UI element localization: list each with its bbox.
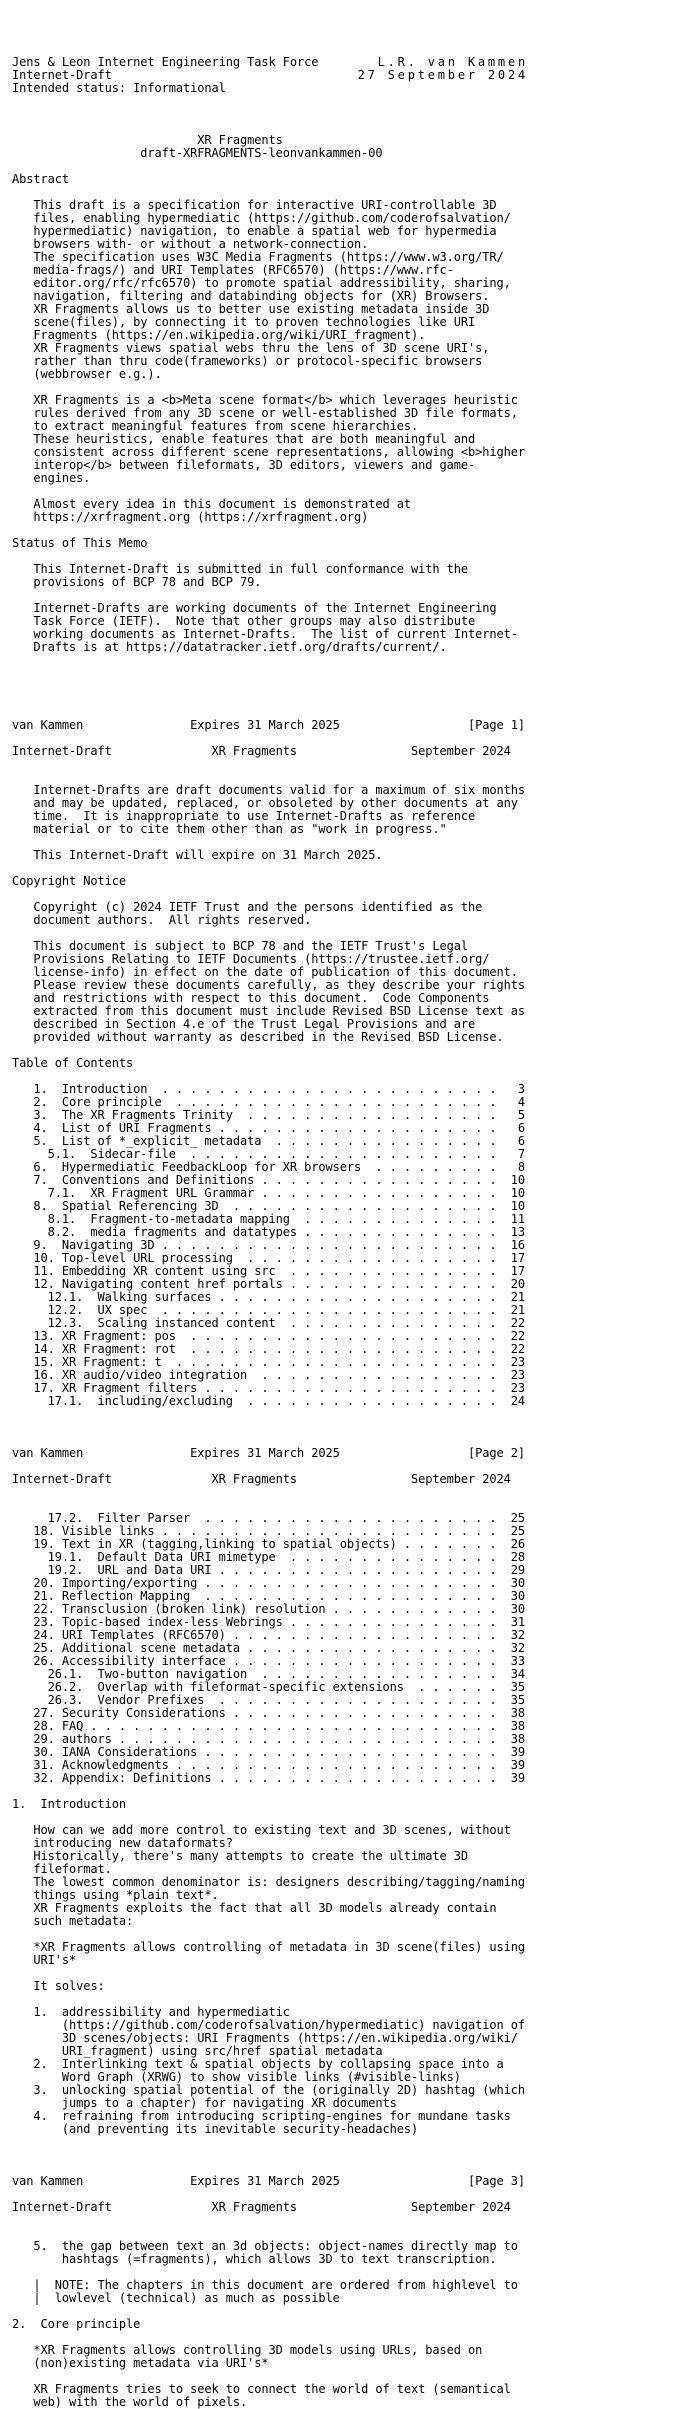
text-line: material or to cite them other than as "work in progress." xyxy=(12,822,447,836)
text-line: Almost every idea in this document is demonstrated at xyxy=(12,497,411,511)
text-line: 12.3. Scaling instanced content . . . . . . . . . . . . . . . 22 xyxy=(12,1316,525,1330)
text-line: 4. refraining from introducing scripting-engines for mundane tasks xyxy=(12,2109,511,2123)
text-line: The specification uses W3C Media Fragments (https://www.w3.org/TR/ xyxy=(12,250,504,264)
text-line: 26.1. Two-button navigation . . . . . . . . . . . . . . . . . 34 xyxy=(12,1667,525,1681)
text-line: extracted from this document must include Revised BSD License text as xyxy=(12,1004,525,1018)
text-line: URI's* xyxy=(12,1953,77,1967)
text-line: files, enabling hypermediatic (https://github.com/coderofsalvation/ xyxy=(12,211,511,225)
text-line: 27. Security Considerations . . . . . . . . . . . . . . . . . . . 38 xyxy=(12,1706,525,1720)
text-line: 5. the gap between text an 3d objects: object-names directly map to xyxy=(12,2239,518,2253)
text-line: 15. XR Fragment: t . . . . . . . . . . . . . . . . . . . . . . . 23 xyxy=(12,1355,525,1369)
text-line: 3. unlocking spatial potential of the (originally 2D) hashtag (which xyxy=(12,2083,525,2097)
text-line: 26.2. Overlap with fileformat-specific extensions . . . . . . 35 xyxy=(12,1680,525,1694)
text-line: Historically, there's many attempts to create the ultimate 3D xyxy=(12,1849,468,1863)
text-line: 3. The XR Fragments Trinity . . . . . . . . . . . . . . . . . . 5 xyxy=(12,1108,525,1122)
text-line: This Internet-Draft will expire on 31 March 2025. xyxy=(12,848,383,862)
text-line: and restrictions with respect to this document. Code Components xyxy=(12,991,490,1005)
text-line: 25. Additional scene metadata . . . . . . . . . . . . . . . . . . 32 xyxy=(12,1641,525,1655)
text-line: 14. XR Fragment: rot . . . . . . . . . . . . . . . . . . . . . . 22 xyxy=(12,1342,525,1356)
text-line: 2. Interlinking text & spatial objects by collapsing space into a xyxy=(12,2057,504,2071)
text-line xyxy=(12,108,525,121)
text-line: 2. Core principle . . . . . . . . . . . . . . . . . . . . . . . 4 xyxy=(12,1095,525,1109)
text-line: (webbrowser e.g.). xyxy=(12,367,162,381)
text-line: 12.1. Walking surfaces . . . . . . . . . . . . . . . . . . . . 21 xyxy=(12,1290,525,1304)
text-line: Task Force (IETF). Note that other groups may also distribute xyxy=(12,614,476,628)
text-line: 4. List of URI Fragments . . . . . . . . . . . . . . . . . . . . 6 xyxy=(12,1121,525,1135)
text-line: web) with the world of pixels. xyxy=(12,2395,248,2409)
text-line: working documents as Internet-Drafts. The list of current Internet- xyxy=(12,627,518,641)
text-line: introducing new dataformats? xyxy=(12,1836,233,1850)
text-line: *XR Fragments allows controlling of metadata in 3D scene(files) using xyxy=(12,1940,525,1954)
text-line: 30. IANA Considerations . . . . . . . . . . . . . . . . . . . . . 39 xyxy=(12,1745,525,1759)
text-line: Copyright (c) 2024 IETF Trust and the persons identified as the xyxy=(12,900,483,914)
text-line: XR Fragments is a <b>Meta scene format</b> which leverages heuristic xyxy=(12,393,518,407)
text-line: 23. Topic-based index-less Webrings . . . . . . . . . . . . . . . 31 xyxy=(12,1615,525,1629)
text-line: provided without warranty as described in the Revised BSD License. xyxy=(12,1030,504,1044)
text-line: (and preventing its inevitable security-headaches) xyxy=(12,2122,419,2136)
text-line: 13. XR Fragment: pos . . . . . . . . . . . . . . . . . . . . . . 22 xyxy=(12,1329,525,1343)
text-line: Internet-Drafts are draft documents valid for a maximum of six months xyxy=(12,783,525,797)
text-line: 8. Spatial Referencing 3D . . . . . . . . . . . . . . . . . . . 10 xyxy=(12,1199,525,1213)
text-line: 7.1. XR Fragment URL Grammar . . . . . . . . . . . . . . . . . 10 xyxy=(12,1186,525,1200)
text-line: Status of This Memo xyxy=(12,536,148,550)
text-line xyxy=(12,1408,525,1421)
text-line: license-info) in effect on the date of publication of this document. xyxy=(12,965,518,979)
text-line: XR Fragments exploits the fact that all 3D models already contain xyxy=(12,1901,497,1915)
text-line: time. It is inappropriate to use Internet-Drafts as reference xyxy=(12,809,476,823)
text-line: Internet-Draft XR Fragments September 2024 xyxy=(12,744,511,758)
text-line: rules derived from any 3D scene or well-established 3D file formats, xyxy=(12,406,518,420)
text-line: 17. XR Fragment filters . . . . . . . . . . . . . . . . . . . . . 23 xyxy=(12,1381,525,1395)
text-line: | lowlevel (technical) as much as possible xyxy=(12,2291,340,2305)
text-line: 19.2. URL and Data URI . . . . . . . . . . . . . . . . . . . . 29 xyxy=(12,1563,525,1577)
text-line: XR Fragments views spatial webs thru the lens of 3D scene URI's, xyxy=(12,341,490,355)
text-line: interop</b> between fileformats, 3D editors, viewers and game- xyxy=(12,458,476,472)
text-line: The lowest common denominator is: designers describing/tagging/naming xyxy=(12,1875,525,1889)
text-line: van Kammen Expires 31 March 2025 [Page 1] xyxy=(12,718,525,732)
text-line: 3D scenes/objects: URI Fragments (https://en.wikipedia.org/wiki/ xyxy=(12,2031,518,2045)
text-line: | NOTE: The chapters in this document are ordered from highlevel to xyxy=(12,2278,518,2292)
text-line: 1. addressibility and hypermediatic xyxy=(12,2005,290,2019)
text-line: Internet-Draft XR Fragments September 2024 xyxy=(12,2200,511,2214)
text-line: document authors. All rights reserved. xyxy=(12,913,312,927)
text-line: XR Fragments allows us to better use existing metadata inside 3D xyxy=(12,302,490,316)
text-line: This document is subject to BCP 78 and the IETF Trust's Legal xyxy=(12,939,468,953)
document-text xyxy=(12,56,525,2409)
text-line: media-frags/) and URI Templates (RFC6570) (https://www.rfc- xyxy=(12,263,454,277)
text-line: Copyright Notice xyxy=(12,874,126,888)
text-line: Table of Contents xyxy=(12,1056,134,1070)
text-line: Provisions Relating to IETF Documents (https://trustee.ietf.org/ xyxy=(12,952,490,966)
text-line: 2. Core principle xyxy=(12,2317,141,2331)
text-line: 12.2. UX spec . . . . . . . . . . . . . . . . . . . . . . . . 21 xyxy=(12,1303,525,1317)
text-line: 8.2. media fragments and datatypes . . . . . . . . . . . . . . 13 xyxy=(12,1225,525,1239)
text-line: 26.3. Vendor Prefixes . . . . . . . . . . . . . . . . . . . . 35 xyxy=(12,1693,525,1707)
text-line: 9. Navigating 3D . . . . . . . . . . . . . . . . . . . . . . . . 16 xyxy=(12,1238,525,1252)
text-line: Intended status: Informational xyxy=(12,81,226,95)
text-line: 24. URI Templates (RFC6570) . . . . . . . . . . . . . . . . . . . 32 xyxy=(12,1628,525,1642)
text-line: URI_fragment) using src/href spatial metadata xyxy=(12,2044,383,2058)
text-line: (non)existing metadata via URI's* xyxy=(12,2356,269,2370)
text-line: These heuristics, enable features that are both meaningful and xyxy=(12,432,476,446)
text-line: 1. Introduction . . . . . . . . . . . . . . . . . . . . . . . . 3 xyxy=(12,1082,525,1096)
text-line: 19.1. Default Data URI mimetype . . . . . . . . . . . . . . . 28 xyxy=(12,1550,525,1564)
text-line: 17.2. Filter Parser . . . . . . . . . . . . . . . . . . . . . 25 xyxy=(12,1511,525,1525)
text-line: 11. Embedding XR content using src . . . . . . . . . . . . . . . 17 xyxy=(12,1264,525,1278)
text-line: Internet-Draft XR Fragments September 2024 xyxy=(12,1472,511,1486)
text-line: 19. Text in XR (tagging,linking to spatial objects) . . . . . . . 26 xyxy=(12,1537,525,1551)
text-line: draft-XRFRAGMENTS-leonvankammen-00 xyxy=(12,146,383,160)
text-line xyxy=(12,2149,525,2162)
text-line: browsers with- or without a network-connection. xyxy=(12,237,369,251)
text-line: editor.org/rfc/rfc6570) to promote spatial addressibility, sharing, xyxy=(12,276,511,290)
text-line: *XR Fragments allows controlling 3D models using URLs, based on xyxy=(12,2343,483,2357)
text-line: 5. List of *_explicit_ metadata . . . . . . . . . . . . . . . . 6 xyxy=(12,1134,525,1148)
text-line: van Kammen Expires 31 March 2025 [Page 3] xyxy=(12,2174,525,2188)
text-line: Drafts is at https://datatracker.ietf.org/drafts/current/. xyxy=(12,640,447,654)
text-line: rather than thru code(frameworks) or protocol-specific browsers xyxy=(12,354,483,368)
text-line: 6. Hypermediatic FeedbackLoop for XR browsers . . . . . . . . . 8 xyxy=(12,1160,525,1174)
text-line xyxy=(12,680,525,693)
text-line xyxy=(12,1486,525,1499)
text-line: to extract meaningful features from scene hierarchies. xyxy=(12,419,419,433)
text-line: hypermediatic) navigation, to enable a spatial web for hypermedia xyxy=(12,224,497,238)
text-line: https://xrfragment.org (https://xrfragment.org) xyxy=(12,510,369,524)
text-line xyxy=(12,654,525,667)
text-line: This draft is a specification for interactive URI-controllable 3D xyxy=(12,198,497,212)
text-line: 8.1. Fragment-to-metadata mapping . . . . . . . . . . . . . . 11 xyxy=(12,1212,525,1226)
text-line: 21. Reflection Mapping . . . . . . . . . . . . . . . . . . . . . 30 xyxy=(12,1589,525,1603)
text-line: 5.1. Sidecar-file . . . . . . . . . . . . . . . . . . . . . . 7 xyxy=(12,1147,525,1161)
author-name: L.R. van Kammen xyxy=(377,55,528,69)
text-line: XR Fragments tries to seek to connect the world of text (semantical xyxy=(12,2382,511,2396)
text-line xyxy=(12,2214,525,2227)
text-line: 32. Appendix: Definitions . . . . . . . . . . . . . . . . . . . . 39 xyxy=(12,1771,525,1785)
text-line: 20. Importing/exporting . . . . . . . . . . . . . . . . . . . . . 30 xyxy=(12,1576,525,1590)
text-line xyxy=(12,1421,525,1434)
text-line: fileformat. xyxy=(12,1862,112,1876)
text-line: 17.1. including/excluding . . . . . . . . . . . . . . . . . . 24 xyxy=(12,1394,525,1408)
text-line: This Internet-Draft is submitted in full conformance with the xyxy=(12,562,468,576)
text-line: Word Graph (XRWG) to show visible links (#visible-links) xyxy=(12,2070,461,2084)
text-line: Fragments (https://en.wikipedia.org/wiki/URI_fragment). xyxy=(12,328,426,342)
text-line: Please review these documents carefully, as they describe your rights xyxy=(12,978,525,992)
text-line: Jens & Leon Internet Engineering Task Force xyxy=(12,55,319,69)
text-line: scene(files), by connecting it to proven technologies like URI xyxy=(12,315,476,329)
text-line: hashtags (=fragments), which allows 3D to text transcription. xyxy=(12,2252,497,2266)
text-line: 18. Visible links . . . . . . . . . . . . . . . . . . . . . . . . 25 xyxy=(12,1524,525,1538)
text-line: consistent across different scene representations, allowing <b>higher xyxy=(12,445,525,459)
text-line: Internet-Draft xyxy=(12,68,112,82)
text-line: Abstract xyxy=(12,172,69,186)
text-line: 12. Navigating content href portals . . . . . . . . . . . . . . . 20 xyxy=(12,1277,525,1291)
text-line: 7. Conventions and Definitions . . . . . . . . . . . . . . . . . 10 xyxy=(12,1173,525,1187)
text-line: described in Section 4.e of the Trust Legal Provisions and are xyxy=(12,1017,476,1031)
text-line: things using *plain text*. xyxy=(12,1888,219,1902)
text-line: 22. Transclusion (broken link) resolution . . . . . . . . . . . . 30 xyxy=(12,1602,525,1616)
text-line xyxy=(12,667,525,680)
text-line: 29. authors . . . . . . . . . . . . . . . . . . . . . . . . . . . 38 xyxy=(12,1732,525,1746)
text-line: 31. Acknowledgments . . . . . . . . . . . . . . . . . . . . . . . 39 xyxy=(12,1758,525,1772)
text-line: van Kammen Expires 31 March 2025 [Page 2] xyxy=(12,1446,525,1460)
text-line: 16. XR audio/video integration . . . . . . . . . . . . . . . . . 23 xyxy=(12,1368,525,1382)
text-line xyxy=(12,758,525,771)
text-line: Internet-Drafts are working documents of the Internet Engineering xyxy=(12,601,497,615)
text-line: 10. Top-level URL processing . . . . . . . . . . . . . . . . . . 17 xyxy=(12,1251,525,1265)
text-line: How can we add more control to existing text and 3D scenes, without xyxy=(12,1823,511,1837)
text-line: 1. Introduction xyxy=(12,1797,126,1811)
text-line: such metadata: xyxy=(12,1914,134,1928)
text-line: It solves: xyxy=(12,1979,105,1993)
text-line xyxy=(12,2136,525,2149)
text-line: engines. xyxy=(12,471,91,485)
text-line xyxy=(12,95,525,108)
document-date: 27 September 2024 xyxy=(357,68,528,82)
text-line: 28. FAQ . . . . . . . . . . . . . . . . . . . . . . . . . . . . . 38 xyxy=(12,1719,525,1733)
text-line xyxy=(12,693,525,706)
text-line: provisions of BCP 78 and BCP 79. xyxy=(12,575,262,589)
text-line: navigation, filtering and databinding objects for (XR) Browsers. xyxy=(12,289,490,303)
text-line: (https://github.com/coderofsalvation/hypermediatic) navigation of xyxy=(12,2018,525,2032)
text-line: XR Fragments xyxy=(12,133,283,147)
text-line xyxy=(12,160,525,173)
text-line: jumps to a chapter) for navigating XR documents xyxy=(12,2096,397,2110)
text-line: and may be updated, replaced, or obsoleted by other documents at any xyxy=(12,796,518,810)
text-line: 26. Accessibility interface . . . . . . . . . . . . . . . . . . . 33 xyxy=(12,1654,525,1668)
